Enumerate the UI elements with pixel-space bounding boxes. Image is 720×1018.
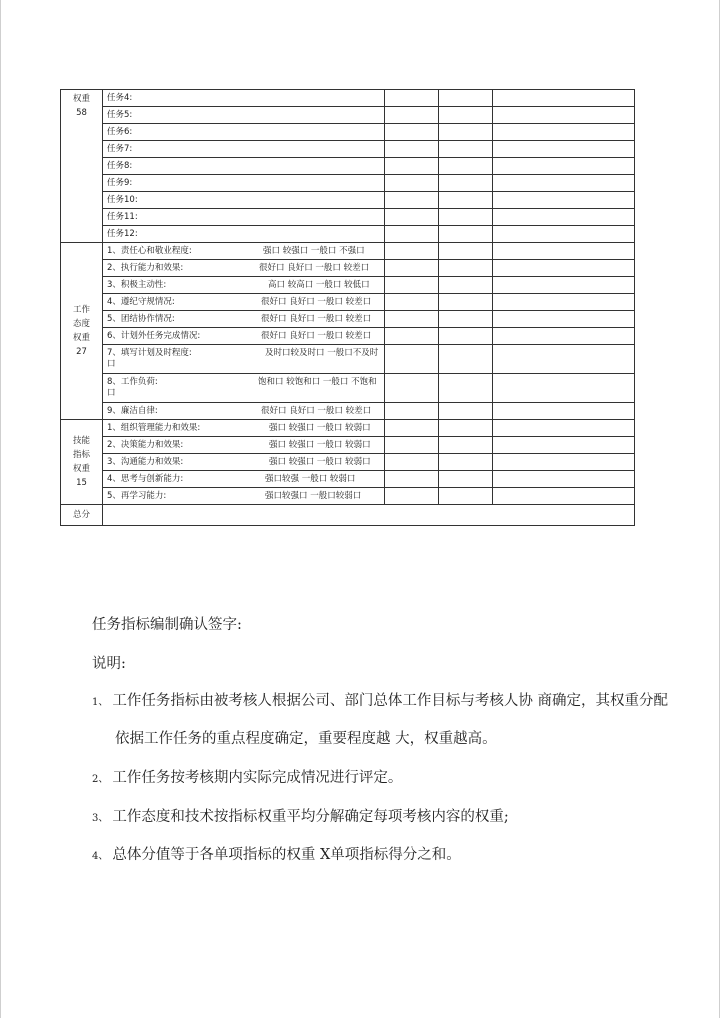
item-label: 6、计划外任务完成情况: (107, 331, 201, 341)
skill-item (103, 471, 385, 488)
score-cell[interactable] (385, 471, 439, 488)
item-label: 9、廉洁自律: (107, 406, 158, 416)
table-row (61, 226, 635, 243)
score-cell[interactable] (385, 141, 439, 158)
score-cell[interactable] (385, 420, 439, 437)
score-cell[interactable] (493, 141, 635, 158)
score-cell[interactable] (385, 158, 439, 175)
item-label: 3、积极主动性: (107, 280, 167, 290)
attitude-category-cell (61, 243, 103, 420)
note-item (115, 727, 497, 748)
score-cell[interactable] (493, 158, 635, 175)
score-cell[interactable] (439, 107, 493, 124)
attitude-item (103, 345, 385, 374)
category-line: 权重 (72, 333, 90, 343)
checkbox-continuation[interactable]: 口 (107, 359, 116, 369)
rating-options[interactable]: 强口 较强口 一般口 较弱口 (269, 457, 371, 467)
skill-item (103, 488, 385, 505)
score-cell[interactable] (385, 260, 439, 277)
score-cell[interactable] (493, 437, 635, 454)
skill-category-cell (61, 420, 103, 505)
rating-options[interactable]: 饱和口 较饱和口 一般口 不饱和 (258, 377, 377, 387)
score-cell[interactable] (439, 277, 493, 294)
category-line: 工作 (72, 305, 90, 315)
category-line: 15 (76, 478, 87, 488)
score-cell[interactable] (439, 488, 493, 505)
item-label: 4、思考与创新能力: (107, 474, 184, 484)
table-row (61, 311, 635, 328)
total-row (61, 505, 635, 526)
note-item (92, 766, 402, 787)
item-label: 4、遵纪守规情况: (107, 297, 175, 307)
item-label: 5、再学习能力: (107, 491, 167, 501)
score-cell[interactable] (493, 311, 635, 328)
task-label: 任务12: (103, 226, 385, 243)
score-cell[interactable] (493, 209, 635, 226)
category-line: 指标 (72, 450, 90, 460)
note-number: 4、 (92, 851, 109, 862)
table-row (61, 192, 635, 209)
note-text: 工作态度和技术按指标权重平均分解确定每项考核内容的权重; (112, 809, 509, 825)
score-cell[interactable] (493, 328, 635, 345)
note-text: 工作任务指标由被考核人根据公司、部门总体工作目标与考核人协 商确定，其权重分配 (112, 693, 668, 709)
score-cell[interactable] (385, 209, 439, 226)
task-label: 任务10: (103, 192, 385, 209)
rating-options[interactable]: 强口较强口 一般口较弱口 (265, 491, 362, 501)
notes-title: 说明: (92, 656, 126, 672)
checkbox-continuation[interactable]: 口 (107, 388, 116, 398)
score-cell[interactable] (439, 454, 493, 471)
rating-options[interactable]: 很好口 良好口 一般口 较差口 (261, 406, 372, 416)
score-cell[interactable] (493, 107, 635, 124)
item-label: 2、决策能力和效果: (107, 440, 184, 450)
score-cell[interactable] (385, 345, 439, 374)
category-line: 技能 (72, 436, 90, 446)
item-label: 1、组织管理能力和效果: (107, 423, 201, 433)
score-cell[interactable] (385, 311, 439, 328)
sign-line: 任务指标编制确认签字: (92, 617, 242, 633)
table-row (61, 209, 635, 226)
rating-options[interactable]: 强口 较强口 一般口 不强口 (263, 246, 365, 256)
attitude-item (103, 328, 385, 345)
table-row (61, 90, 635, 107)
score-cell[interactable] (439, 141, 493, 158)
attitude-item (103, 260, 385, 277)
task-label: 任务5: (103, 107, 385, 124)
score-cell[interactable] (385, 374, 439, 403)
score-cell[interactable] (493, 277, 635, 294)
category-line: 27 (76, 347, 87, 357)
table-row (61, 260, 635, 277)
item-label: 8、工作负荷: (107, 377, 158, 387)
score-cell[interactable] (439, 209, 493, 226)
total-label: 总分 (61, 505, 103, 526)
score-cell[interactable] (439, 226, 493, 243)
score-cell[interactable] (385, 277, 439, 294)
score-cell[interactable] (493, 488, 635, 505)
table-row (61, 488, 635, 505)
score-cell[interactable] (385, 328, 439, 345)
item-label: 3、沟通能力和效果: (107, 457, 184, 467)
task-label: 任务4: (103, 90, 385, 107)
score-cell[interactable] (385, 124, 439, 141)
note-item (92, 689, 668, 710)
score-cell[interactable] (385, 403, 439, 420)
note-number: 2、 (92, 774, 109, 785)
table-row (61, 345, 635, 374)
table-row (61, 124, 635, 141)
score-cell[interactable] (493, 403, 635, 420)
item-label: 5、团结协作情况: (107, 314, 175, 324)
skill-item (103, 437, 385, 454)
score-cell[interactable] (439, 311, 493, 328)
weight-label: 权重 (72, 94, 90, 104)
score-cell[interactable] (439, 243, 493, 260)
score-cell[interactable] (493, 294, 635, 311)
score-cell[interactable] (439, 294, 493, 311)
rating-options[interactable]: 强口 较强口 一般口 较弱口 (269, 423, 371, 433)
rating-options[interactable]: 强口较强 一般口 较弱口 (265, 474, 356, 484)
rating-options[interactable]: 高口 较高口 一般口 较低口 (268, 280, 370, 290)
skill-item (103, 420, 385, 437)
score-cell[interactable] (493, 260, 635, 277)
rating-options[interactable]: 很好口 良好口 一般口 较差口 (261, 331, 372, 341)
attitude-item (103, 243, 385, 260)
attitude-item (103, 277, 385, 294)
score-cell[interactable] (385, 226, 439, 243)
table-row (61, 437, 635, 454)
table-row (61, 158, 635, 175)
note-text: 总体分值等于各单项指标的权重 X单项指标得分之和。 (112, 847, 461, 863)
score-cell[interactable] (493, 374, 635, 403)
attitude-item (103, 294, 385, 311)
task-label: 任务8: (103, 158, 385, 175)
score-cell[interactable] (439, 471, 493, 488)
rating-options[interactable]: 很好口 良好口 一般口 较差口 (261, 314, 372, 324)
table-row (61, 328, 635, 345)
score-cell[interactable] (385, 90, 439, 107)
weight-category-cell (61, 90, 103, 243)
score-cell[interactable] (439, 328, 493, 345)
score-cell[interactable] (385, 107, 439, 124)
score-cell[interactable] (493, 243, 635, 260)
score-cell[interactable] (493, 192, 635, 209)
item-label: 1、责任心和敬业程度: (107, 246, 192, 256)
note-text: 工作任务按考核期内实际完成情况进行评定。 (112, 770, 403, 786)
rating-options[interactable]: 很好口 良好口 一般口 较差口 (261, 297, 372, 307)
item-label: 2、执行能力和效果: (107, 263, 184, 273)
score-cell[interactable] (439, 192, 493, 209)
task-label: 任务11: (103, 209, 385, 226)
score-cell[interactable] (493, 226, 635, 243)
score-cell[interactable] (385, 175, 439, 192)
note-item (92, 805, 509, 826)
weight-value: 58 (76, 108, 87, 118)
score-cell[interactable] (385, 294, 439, 311)
attitude-item (103, 374, 385, 403)
note-number: 1、 (92, 697, 109, 708)
score-cell[interactable] (439, 403, 493, 420)
skill-item (103, 454, 385, 471)
task-label: 任务7: (103, 141, 385, 158)
table-row (61, 403, 635, 420)
score-cell[interactable] (439, 158, 493, 175)
task-label: 任务9: (103, 175, 385, 192)
score-cell[interactable] (439, 124, 493, 141)
rating-options[interactable]: 强口 较强口 一般口 较弱口 (269, 440, 371, 450)
note-number: 3、 (92, 813, 109, 824)
rating-options[interactable]: 很好口 良好口 一般口 较差口 (259, 263, 370, 273)
note-item (92, 843, 461, 864)
score-cell[interactable] (439, 260, 493, 277)
category-line: 态度 (72, 319, 90, 329)
evaluation-table (60, 89, 635, 526)
score-cell[interactable] (493, 175, 635, 192)
score-cell[interactable] (493, 345, 635, 374)
table-row (61, 175, 635, 192)
note-text: 依据工作任务的重点程度确定，重要程度越 大，权重越高。 (115, 731, 497, 747)
category-line: 权重 (72, 464, 90, 474)
score-cell[interactable] (385, 243, 439, 260)
table-row (61, 294, 635, 311)
attitude-item (103, 311, 385, 328)
score-cell[interactable] (385, 488, 439, 505)
table-row (61, 107, 635, 124)
score-cell[interactable] (439, 374, 493, 403)
table-row (61, 420, 635, 437)
score-cell[interactable] (385, 192, 439, 209)
task-label: 任务6: (103, 124, 385, 141)
rating-options[interactable]: 及时口较及时口 一般口不及时 (265, 348, 379, 358)
score-cell[interactable] (493, 454, 635, 471)
table-row (61, 277, 635, 294)
score-cell[interactable] (439, 175, 493, 192)
score-cell[interactable] (439, 345, 493, 374)
total-value-cell[interactable] (103, 505, 635, 526)
score-cell[interactable] (439, 90, 493, 107)
score-cell[interactable] (493, 471, 635, 488)
score-cell[interactable] (385, 454, 439, 471)
score-cell[interactable] (493, 420, 635, 437)
attitude-item (103, 403, 385, 420)
table-row (61, 243, 635, 260)
table-row (61, 454, 635, 471)
score-cell[interactable] (385, 437, 439, 454)
score-cell[interactable] (439, 437, 493, 454)
table-row (61, 141, 635, 158)
item-label: 7、填写计划及时程度: (107, 348, 192, 358)
score-cell[interactable] (439, 420, 493, 437)
table-row (61, 471, 635, 488)
score-cell[interactable] (493, 124, 635, 141)
table-row (61, 374, 635, 403)
score-cell[interactable] (493, 90, 635, 107)
